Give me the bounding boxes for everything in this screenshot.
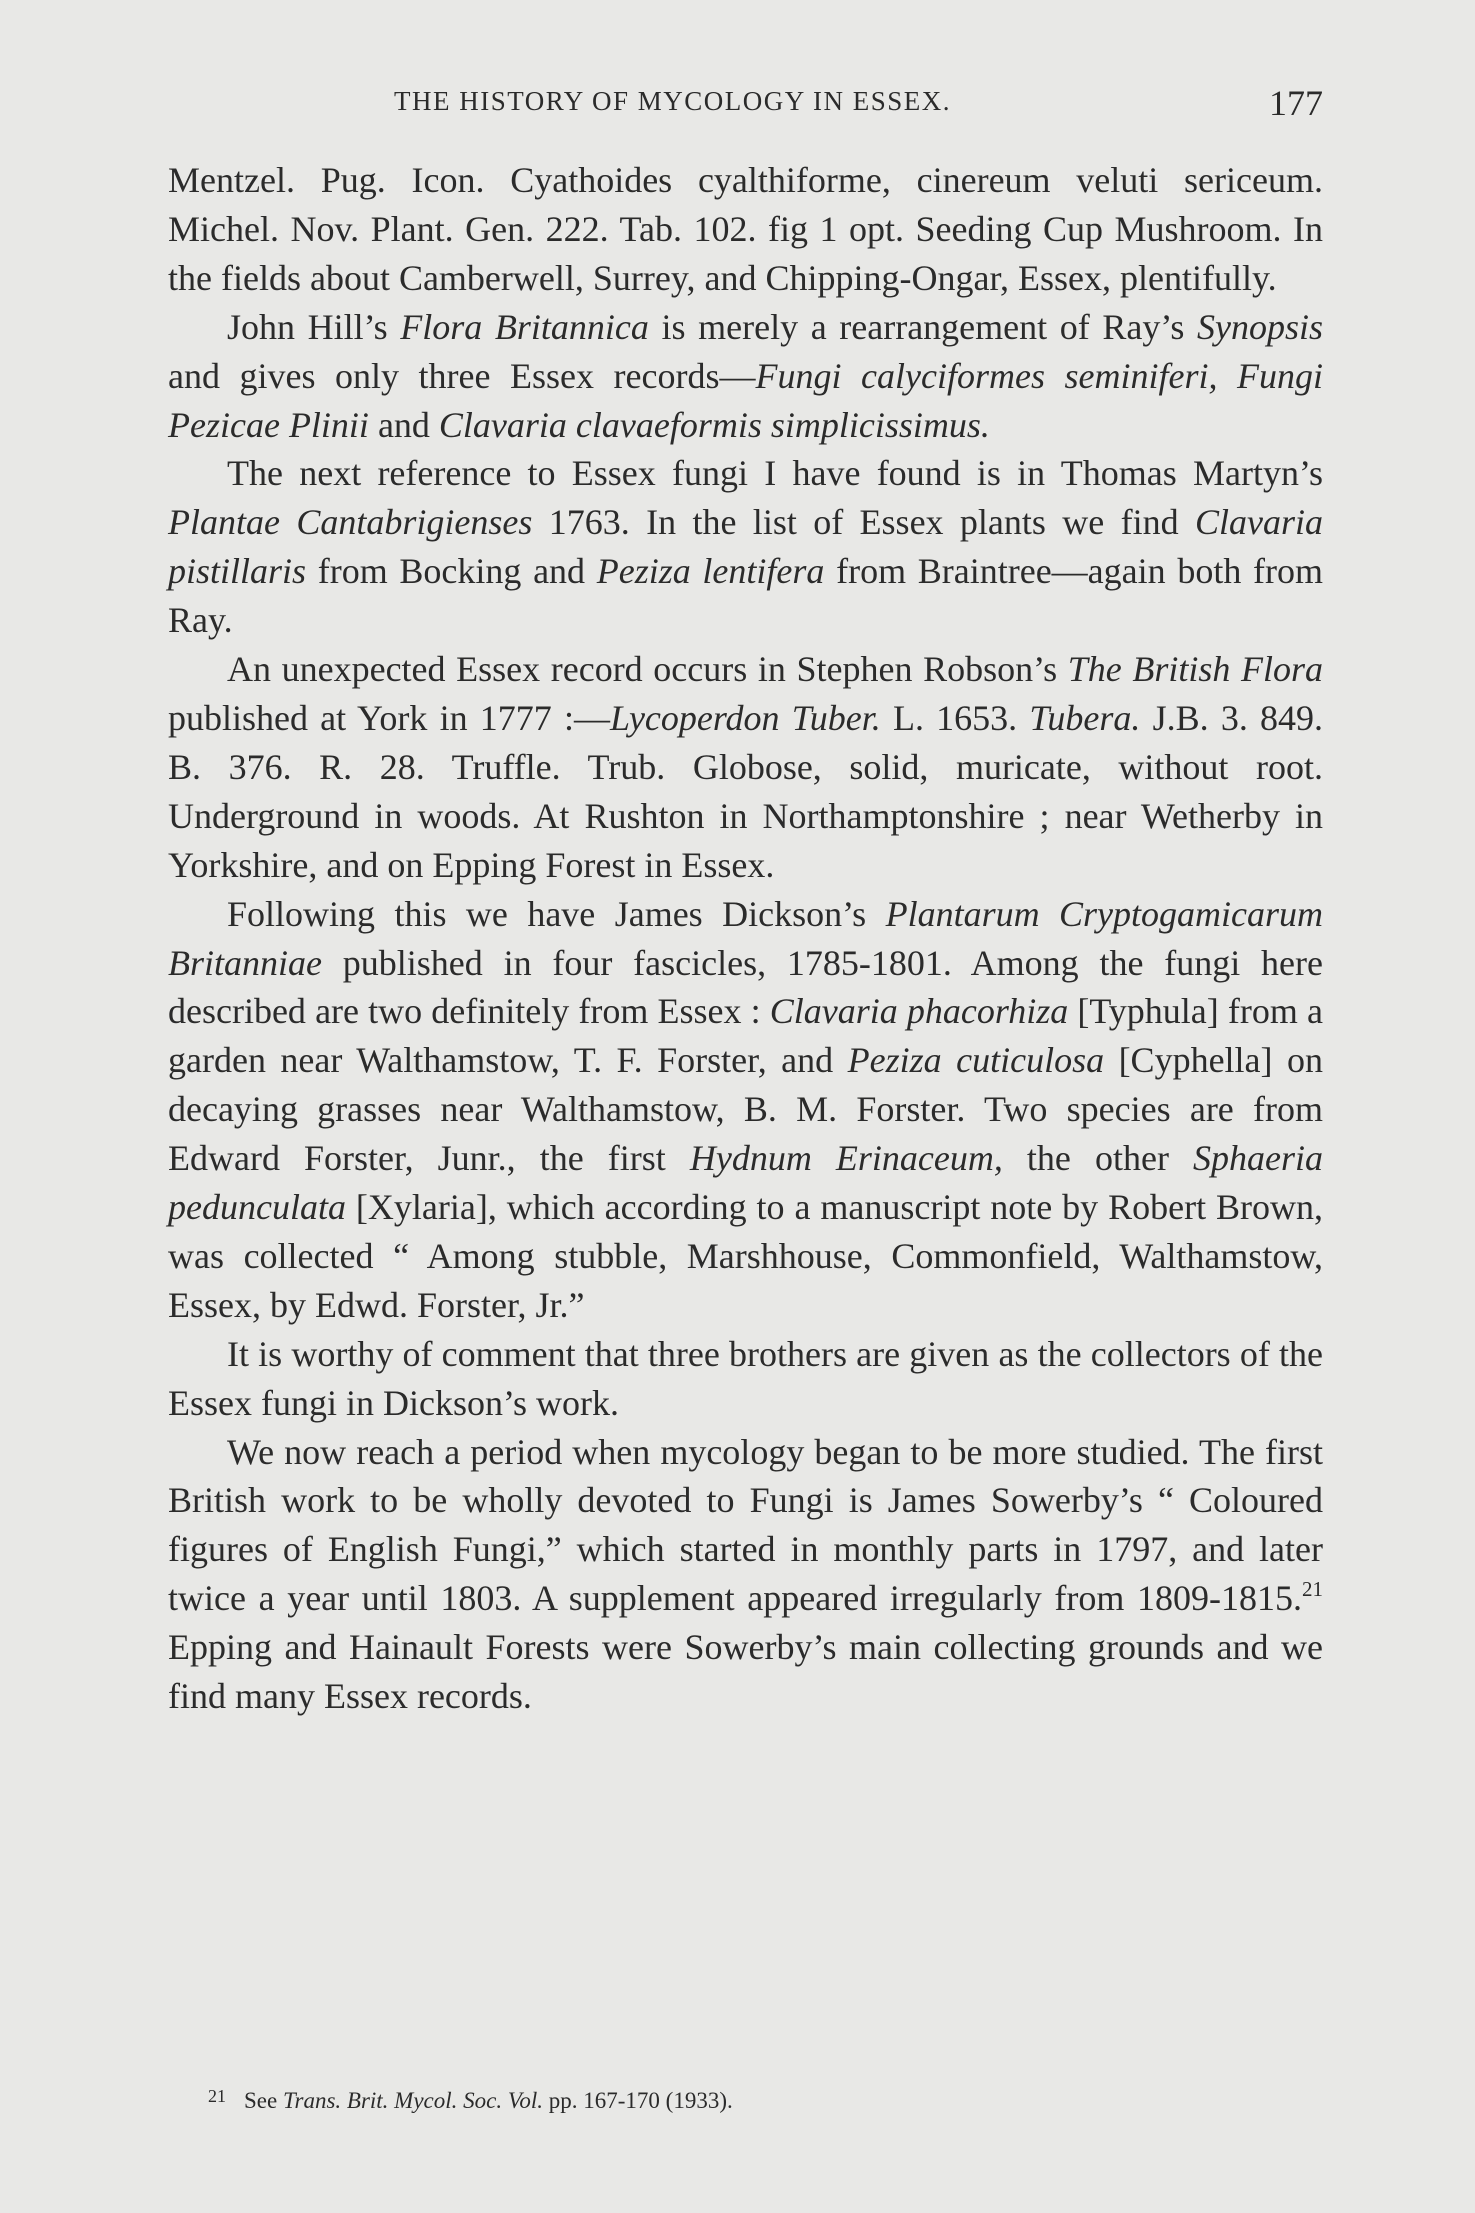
text-run: and gives only three Essex records— xyxy=(168,355,756,396)
running-title: THE HISTORY OF MYCOLOGY IN ESSEX. xyxy=(394,86,952,116)
italic-text: Plantae Cantabrigienses xyxy=(168,502,533,543)
text-run: from Bocking and xyxy=(306,551,597,592)
italic-text: Peziza lentifera xyxy=(596,551,825,592)
italic-text: Peziza cuticulosa xyxy=(847,1040,1105,1081)
paragraph xyxy=(168,1428,1323,1721)
italic-text: Flora Britannica xyxy=(400,306,649,347)
text-run: and xyxy=(368,404,439,445)
paragraph xyxy=(168,1330,1323,1428)
italic-text: Clavaria pistillaris xyxy=(168,502,1324,592)
text-run: the other xyxy=(1002,1138,1194,1179)
italic-text: Hydnum Erinaceum, xyxy=(689,1138,1003,1179)
text-run: John Hill’s xyxy=(227,306,401,347)
paragraph xyxy=(168,449,1323,645)
italic-text: Lycoperdon Tuber. xyxy=(610,697,881,738)
text-run: [Xylaria], which according to a manuscript note by Robert Brown, was collected “ Among stubble, Marshhouse, Commonfield, Walthamstow, Essex, by Edwd. Forster, Jr.” xyxy=(168,1187,1323,1325)
paragraph xyxy=(168,645,1323,890)
text-run: Mentzel. Pug. Icon. Cyathoides cyalthiforme, cinereum veluti sericeum. Michel. Nov. Plant. Gen. 222. Tab. 102. fig 1 opt. Seeding Cup Mushroom. In the fields about Camberwell, Surrey, and Chipping-Ongar, Essex, plentifully. xyxy=(168,160,1323,298)
body-text xyxy=(168,156,1323,1721)
italic-text: Clavaria phacorhiza xyxy=(769,991,1069,1032)
text-run: L. 1653. xyxy=(880,697,1030,738)
text-run: from Braintree—again both from Ray. xyxy=(168,551,1323,641)
text-run: 1763. In the list of Essex plants we find xyxy=(532,502,1195,543)
text-run: An unexpected Essex record occurs in Stephen Robson’s xyxy=(227,649,1068,690)
text-run: Following this we have James Dickson’s xyxy=(227,893,886,934)
text-run: See xyxy=(244,2088,283,2113)
text-run: published at York in 1777 :— xyxy=(168,697,610,738)
text-run: The next reference to Essex fungi I have found is in Thomas Martyn’s xyxy=(227,453,1323,494)
paragraph xyxy=(168,890,1323,1330)
text-run: We now reach a period when mycology began to be more studied. The first British work to be wholly devoted to Fungi is James Sowerby’s “ Coloured figures of English Fungi,” which started in monthly parts in 1797, and later twice a year until 1803. A supplement appeared irregularly from 1809-1815. xyxy=(168,1431,1323,1619)
text-run: [Cyphella] on decaying grasses near Walthamstow, B. M. Forster. Two species are from Edward Forster, Junr., the first xyxy=(168,1040,1323,1179)
italic-text: Clavaria clavaeformis simplicissimus. xyxy=(438,404,990,445)
italic-text: Tubera. xyxy=(1029,697,1141,738)
footnote-number: 21 xyxy=(208,2086,226,2106)
italic-text: Plantarum Cryptogamicarum Britanniae xyxy=(168,893,1324,983)
italic-text: Synopsis xyxy=(1197,306,1323,347)
text-run: Epping and Hainault Forests were Sowerby’s main collecting grounds and we find many Essex records. xyxy=(168,1627,1323,1717)
page-number: 177 xyxy=(1269,83,1323,123)
paragraph xyxy=(168,156,1323,303)
footnote-text xyxy=(244,2088,733,2113)
footnote-reference: 21 xyxy=(1302,1577,1323,1602)
paragraph xyxy=(168,303,1323,450)
text-run: It is worthy of comment that three brothers are given as the collectors of the Essex fungi in Dickson’s work. xyxy=(168,1333,1323,1423)
italic-text: Trans. Brit. Mycol. Soc. Vol. xyxy=(282,2088,543,2113)
footnote xyxy=(208,2086,1208,2114)
text-run: is merely a rearrangement of Ray’s xyxy=(648,306,1197,347)
italic-text: The British Flora xyxy=(1067,649,1323,690)
italic-text: Sphaeria pedunculata xyxy=(168,1138,1324,1228)
text-run: [Typhula] from a garden near Walthamstow, T. F. Forster, and xyxy=(168,991,1323,1081)
italic-text: Fungi calyciformes seminiferi, Fungi Pezicae Plinii xyxy=(168,355,1323,445)
text-run: pp. 167-170 (1933). xyxy=(543,2088,733,2113)
page-header xyxy=(168,83,1323,126)
text-run: J.B. 3. 849. B. 376. R. 28. Truffle. Trub. Globose, solid, muricate, without root. Underground in woods. At Rushton in Northamptonshire ; near Wetherby in Yorkshire, and on Epping Forest in Essex. xyxy=(168,697,1324,885)
text-run: published in four fascicles, 1785-1801. Among the fungi here described are two definitely from Essex : xyxy=(168,942,1323,1032)
